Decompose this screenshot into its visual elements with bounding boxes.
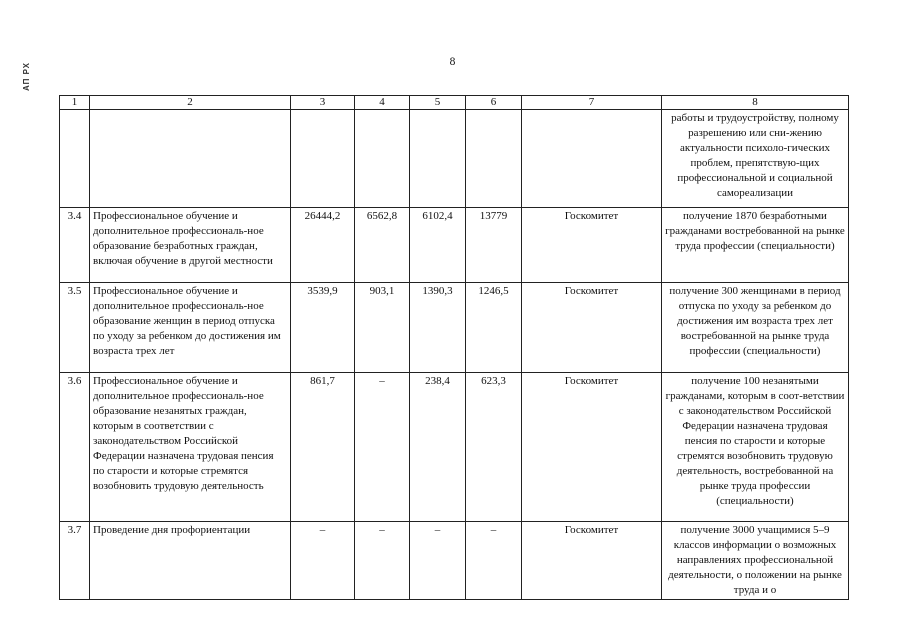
executor: Госкомитет (522, 208, 662, 283)
value-year-2: 1390,3 (410, 283, 466, 373)
executor: Госкомитет (522, 522, 662, 600)
value-year-3: 1246,5 (466, 283, 522, 373)
row-number: 3.5 (60, 283, 90, 373)
value-total (291, 110, 355, 208)
value-total: – (291, 522, 355, 600)
value-year-2 (410, 110, 466, 208)
row-number (60, 110, 90, 208)
table-header-row (60, 96, 849, 110)
value-year-1: – (355, 522, 410, 600)
value-year-2: – (410, 522, 466, 600)
table-row (60, 522, 849, 600)
value-year-1: – (355, 373, 410, 522)
value-total: 861,7 (291, 373, 355, 522)
table-row (60, 110, 849, 208)
executor: Госкомитет (522, 283, 662, 373)
row-number: 3.4 (60, 208, 90, 283)
expected-result: получение 1870 безработными гражданами востребованной на рынке труда профессии (специальности) (662, 208, 849, 283)
program-table (59, 95, 849, 600)
column-header: 3 (291, 96, 355, 110)
page-number: 8 (449, 56, 456, 68)
row-number: 3.7 (60, 522, 90, 600)
value-year-2: 238,4 (410, 373, 466, 522)
executor: Госкомитет (522, 373, 662, 522)
table-row (60, 283, 849, 373)
value-total: 3539,9 (291, 283, 355, 373)
column-header: 1 (60, 96, 90, 110)
column-header: 5 (410, 96, 466, 110)
value-year-2: 6102,4 (410, 208, 466, 283)
value-year-3: 623,3 (466, 373, 522, 522)
measure-name (90, 110, 291, 208)
expected-result: работы и трудоустройству, полному разрешению или сни-жению актуальности психоло-гических проблем, препятствую-щих профессиональной и социальной самореализации (662, 110, 849, 208)
value-year-1 (355, 110, 410, 208)
column-header: 6 (466, 96, 522, 110)
expected-result: получение 300 женщинами в период отпуска по уходу за ребенком до достижения им возраста трех лет востребованной на рынке труда профессии (специальности) (662, 283, 849, 373)
value-total: 26444,2 (291, 208, 355, 283)
measure-name: Профессиональное обучение и дополнительное профессиональ-ное образование женщин в период отпуска по уходу за ребенком до достижения им возраста трех лет (90, 283, 291, 373)
table-row (60, 208, 849, 283)
value-year-3: 13779 (466, 208, 522, 283)
value-year-3 (466, 110, 522, 208)
value-year-3: – (466, 522, 522, 600)
side-margin-mark: АП РХ (22, 62, 31, 92)
column-header: 7 (522, 96, 662, 110)
table-row (60, 373, 849, 522)
executor (522, 110, 662, 208)
column-header: 4 (355, 96, 410, 110)
value-year-1: 6562,8 (355, 208, 410, 283)
expected-result: получение 3000 учащимися 5–9 классов информации о возможных направлениях профессиональной деятельности, о положении на рынке труда и о (662, 522, 849, 600)
measure-name: Профессиональное обучение и дополнительное профессиональ-ное образование безработных граждан, включая обучение в другой местности (90, 208, 291, 283)
column-header: 8 (662, 96, 849, 110)
measure-name: Проведение дня профориентации (90, 522, 291, 600)
value-year-1: 903,1 (355, 283, 410, 373)
row-number: 3.6 (60, 373, 90, 522)
measure-name: Профессиональное обучение и дополнительное профессиональ-ное образование незанятых граждан, которым в соответствии с законодательством Российской Федерации назначена трудовая пенсия по старости и которые стремятся возобновить трудовую деятельность (90, 373, 291, 522)
expected-result: получение 100 незанятыми гражданами, которым в соот-ветствии с законодательством Российской Федерации назначена трудовая пенсия по старости и которые стремятся возобновить трудовую деятельность, востребованной на рынке труда профессии (специальности) (662, 373, 849, 522)
column-header: 2 (90, 96, 291, 110)
